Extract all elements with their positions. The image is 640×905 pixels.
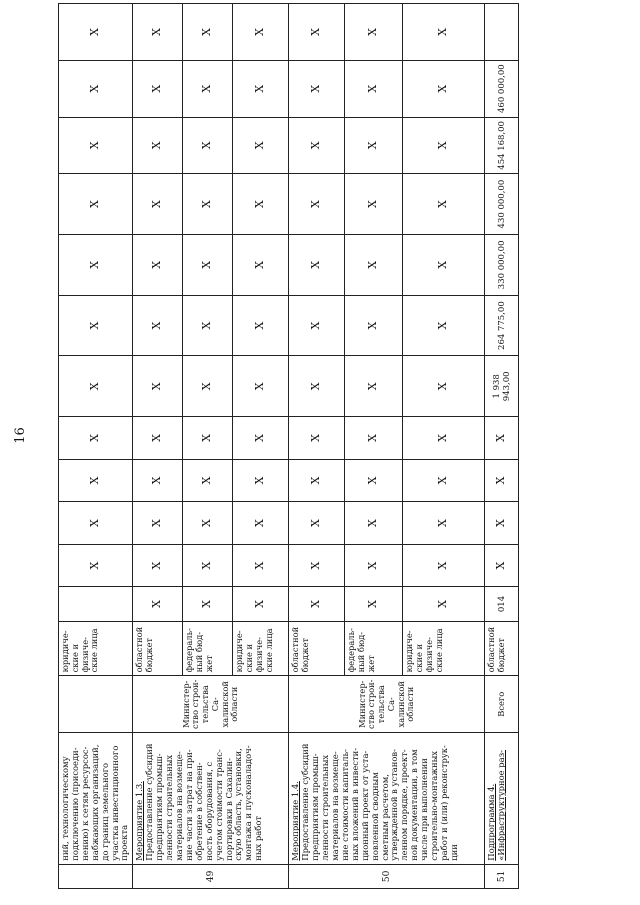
table-row bbox=[485, 4, 519, 889]
cell-value: X bbox=[345, 174, 403, 235]
cell-value: X bbox=[59, 295, 133, 356]
cell-value: X bbox=[183, 295, 233, 356]
cell-value: X bbox=[233, 117, 289, 174]
cell-value: X bbox=[133, 544, 183, 587]
budget-table bbox=[58, 3, 519, 889]
cell-value: X bbox=[233, 587, 289, 621]
cell-value: X bbox=[233, 295, 289, 356]
cell-value: X bbox=[183, 417, 233, 460]
cell-value: X bbox=[289, 459, 345, 502]
cell-value: X bbox=[345, 502, 403, 545]
row-organization bbox=[59, 676, 133, 733]
desc-line: ний, технологическому bbox=[60, 756, 70, 861]
cell-value: X bbox=[59, 356, 133, 417]
cell-value: X bbox=[133, 459, 183, 502]
cell-value: X bbox=[183, 174, 233, 235]
funding-source: федераль- ный бюд- жет bbox=[183, 621, 233, 676]
page-number: 16 bbox=[12, 427, 28, 444]
cell-value: X bbox=[233, 544, 289, 587]
cell-value: X bbox=[403, 117, 485, 174]
subprogram-title: Подпрограмма 4. «Инфраструктурное раз- bbox=[486, 750, 507, 861]
cell-value: X bbox=[289, 417, 345, 460]
cell-value: 330 000,00 bbox=[485, 234, 519, 295]
cell-value: X bbox=[485, 417, 519, 460]
cell-value: X bbox=[183, 234, 233, 295]
cell-value: X bbox=[133, 234, 183, 295]
cell-value: X bbox=[403, 295, 485, 356]
cell-value: X bbox=[345, 295, 403, 356]
cell-value: X bbox=[183, 356, 233, 417]
row-organization: Министер- ство строи- тельства Са- халинской области bbox=[289, 676, 485, 733]
row-description bbox=[289, 733, 485, 865]
table-row bbox=[289, 4, 345, 889]
cell-value: X bbox=[183, 60, 233, 117]
cell-value: X bbox=[233, 417, 289, 460]
cell-value: X bbox=[289, 587, 345, 621]
cell-value: X bbox=[289, 60, 345, 117]
cell-value: X bbox=[133, 417, 183, 460]
cell-value: X bbox=[233, 502, 289, 545]
cell-value: X bbox=[403, 4, 485, 61]
cell-value: X bbox=[345, 459, 403, 502]
row-description bbox=[485, 733, 519, 865]
cell-value: X bbox=[59, 544, 133, 587]
cell-value: X bbox=[233, 60, 289, 117]
cell-value: X bbox=[233, 4, 289, 61]
cell-value: X bbox=[403, 502, 485, 545]
cell-value: X bbox=[59, 502, 133, 545]
cell-value: X bbox=[183, 502, 233, 545]
cell-value: 430 000,00 bbox=[485, 174, 519, 235]
cell-value: X bbox=[59, 234, 133, 295]
cell-value: X bbox=[133, 117, 183, 174]
cell-value: 460 000,00 bbox=[485, 60, 519, 117]
funding-source: юридиче- ские и физиче- ские лица bbox=[233, 621, 289, 676]
cell-value: X bbox=[183, 117, 233, 174]
desc-line: проекта bbox=[119, 824, 130, 861]
measure-title: Мероприятие 1.4. bbox=[290, 781, 301, 861]
cell-value: X bbox=[289, 234, 345, 295]
row-number bbox=[59, 864, 133, 888]
desc-line: участка инвестиционного bbox=[109, 745, 120, 861]
funding-source: юридиче- ские и физиче- ские лица bbox=[59, 621, 133, 676]
cell-value: X bbox=[345, 4, 403, 61]
desc-line: нению) к сетям ресурсос- bbox=[79, 746, 90, 861]
table-row bbox=[59, 4, 133, 889]
cell-value: X bbox=[59, 417, 133, 460]
cell-value: X bbox=[133, 295, 183, 356]
cell-value: X bbox=[183, 459, 233, 502]
cell-value: X bbox=[183, 544, 233, 587]
row-organization: Всего bbox=[485, 676, 519, 733]
table-row bbox=[133, 4, 183, 889]
cell-value: X bbox=[345, 587, 403, 621]
desc-line: подключению (присоеди- bbox=[69, 747, 80, 861]
cell-value: X bbox=[183, 587, 233, 621]
row-number: 49 bbox=[133, 864, 289, 888]
row-description bbox=[133, 733, 289, 865]
cell-value: X bbox=[403, 459, 485, 502]
desc-line: набжающих организаций, bbox=[89, 744, 100, 861]
cell-value: X bbox=[59, 459, 133, 502]
cell-value: X bbox=[403, 544, 485, 587]
cell-value: X bbox=[345, 60, 403, 117]
cell-value: X bbox=[485, 544, 519, 587]
desc-line: до границ земельного bbox=[99, 762, 110, 861]
cell-value: X bbox=[133, 4, 183, 61]
cell-value: X bbox=[403, 174, 485, 235]
cell-value: 1 938 943,00 bbox=[485, 356, 519, 417]
cell-value: X bbox=[403, 356, 485, 417]
cell-value: X bbox=[233, 174, 289, 235]
row-number: 51 bbox=[485, 864, 519, 888]
cell-value: X bbox=[133, 356, 183, 417]
cell-value: X bbox=[289, 117, 345, 174]
cell-value: X bbox=[485, 459, 519, 502]
cell-value: X bbox=[345, 417, 403, 460]
row-description bbox=[59, 733, 133, 865]
cell-value: X bbox=[345, 234, 403, 295]
cell-value: X bbox=[403, 60, 485, 117]
cell-value: X bbox=[59, 174, 133, 235]
cell-value: X bbox=[345, 356, 403, 417]
funding-source: областной бюджет bbox=[289, 621, 345, 676]
cell-value: X bbox=[133, 60, 183, 117]
cell-value: X bbox=[345, 117, 403, 174]
cell-value bbox=[485, 4, 519, 61]
funding-source: областной бюджет bbox=[133, 621, 183, 676]
cell-value: X bbox=[133, 502, 183, 545]
cell-value: X bbox=[233, 234, 289, 295]
measure-title: Мероприятие 1.3. bbox=[134, 781, 145, 861]
cell-value: X bbox=[133, 174, 183, 235]
measure-text: Предоставление субсидий предприятиям промыш- ленности строительных материалов на возмеще- ние части затрат на при- обретение в собствен- ность оборудования, с учетом стоимости транс- портировки в Сахалин- скую область, установки, монтажа и пусконаладоч- ных работ bbox=[144, 743, 264, 861]
cell-value: X bbox=[59, 117, 133, 174]
cell-value: X bbox=[289, 544, 345, 587]
cell-value: X bbox=[133, 587, 183, 621]
funding-source: областной бюджет bbox=[485, 621, 519, 676]
cell-value: X bbox=[59, 60, 133, 117]
rotated-table-wrapper bbox=[48, 0, 594, 905]
cell-value: X bbox=[289, 502, 345, 545]
rotated-sheet bbox=[48, 0, 594, 905]
cell-value: X bbox=[59, 4, 133, 61]
cell-value: X bbox=[233, 459, 289, 502]
row-organization: Министер- ство строи- тельства Са- халинской области bbox=[133, 676, 289, 733]
cell-value: X bbox=[289, 295, 345, 356]
cell-value: X bbox=[289, 4, 345, 61]
kbk-code: 014 bbox=[485, 587, 519, 621]
measure-text: Предоставление субсидий предприятиям промыш- ленности строительных материалов на возмеще- ние стоимости капиталь- ных вложений в инвести- ционный проект от уста- новленной сводным сметным расчетом, утвержденной в установ- ленном порядке, проект- ной документации, в том числе при выполнении строительно-монтажных работ и (или) реконструк- ции bbox=[300, 743, 459, 861]
cell-value: X bbox=[403, 417, 485, 460]
row-number: 50 bbox=[289, 864, 485, 888]
cell-value: X bbox=[403, 587, 485, 621]
cell-value: X bbox=[289, 356, 345, 417]
cell-value: X bbox=[485, 502, 519, 545]
funding-source: юридиче- ские и физиче- ские лица bbox=[403, 621, 485, 676]
cell-value: 264 775,00 bbox=[485, 295, 519, 356]
cell-value: X bbox=[289, 174, 345, 235]
kbk-code bbox=[59, 587, 133, 621]
funding-source: федераль- ный бюд- жет bbox=[345, 621, 403, 676]
cell-value: 454 168,00 bbox=[485, 117, 519, 174]
cell-value: X bbox=[183, 4, 233, 61]
cell-value: X bbox=[233, 356, 289, 417]
cell-value: X bbox=[403, 234, 485, 295]
cell-value: X bbox=[345, 544, 403, 587]
